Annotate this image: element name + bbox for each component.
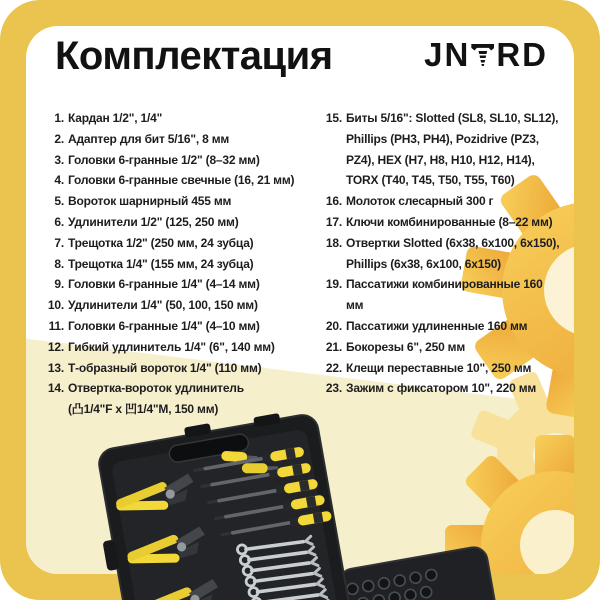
item-text: Адаптер для бит 5/16", 8 мм xyxy=(68,131,230,146)
item-number: 23. xyxy=(325,381,342,396)
list-item-line xyxy=(316,108,559,129)
list-item-line xyxy=(316,378,559,399)
item-text: Головки 6-гранные 1/4" (4–10 мм) xyxy=(68,318,260,333)
item-number: 5. xyxy=(54,194,64,209)
brand-letters-right: RD xyxy=(496,36,548,73)
list-item-line xyxy=(38,378,294,399)
item-text: Зажим с фиксатором 10", 220 мм xyxy=(346,381,537,396)
list-item-line xyxy=(38,170,294,191)
item-text: Отвертки Slotted (6x38, 6x100, 6x150), xyxy=(346,235,560,250)
item-text: Phillips (PH3, PH4), Pozidrive (PZ3, xyxy=(346,131,539,146)
list-item-line xyxy=(38,191,294,212)
item-text: PZ4), HEX (H7, H8, H10, H12, H14), xyxy=(346,152,535,167)
item-number: 14. xyxy=(47,381,64,396)
list-item-line xyxy=(316,274,559,295)
item-text: Головки 6-гранные 1/4" (4–14 мм) xyxy=(68,277,260,292)
item-text: Удлинители 1/4" (50, 100, 150 мм) xyxy=(68,298,258,313)
list-item-line xyxy=(316,150,559,171)
item-text: Головки 6-гранные 1/2" (8–32 мм) xyxy=(68,152,260,167)
list-item-line xyxy=(316,212,559,233)
item-text: Т-образный вороток 1/4" (110 мм) xyxy=(68,360,262,375)
page-title: Комплектация xyxy=(55,34,333,78)
tool-case-photo xyxy=(86,402,506,600)
item-text: Удлинители 1/2" (125, 250 мм) xyxy=(68,214,239,229)
item-number: 20. xyxy=(325,318,342,333)
item-number: 4. xyxy=(54,173,64,188)
list-item-line xyxy=(38,358,294,379)
list-item-line xyxy=(38,274,294,295)
item-number: 18. xyxy=(325,235,342,250)
list-item-line xyxy=(316,337,559,358)
list-item-line xyxy=(316,295,559,316)
list-item-line xyxy=(38,212,294,233)
item-number: 10. xyxy=(47,298,64,313)
list-item-line xyxy=(38,254,294,275)
item-number: 1. xyxy=(54,111,64,125)
list-item-line xyxy=(316,358,559,379)
item-number: 21. xyxy=(325,339,342,354)
item-number: 11. xyxy=(48,318,64,333)
list-item-line xyxy=(316,233,559,254)
list-item-line xyxy=(316,316,559,337)
item-text: TORX (T40, T45, T50, T55, T60) xyxy=(346,173,515,188)
item-text: Кардан 1/2", 1/4" xyxy=(68,111,163,125)
item-text: Ключи комбинированные (8–22 мм) xyxy=(346,214,553,229)
screw-t-icon xyxy=(471,42,494,68)
item-text: Молоток слесарный 300 г xyxy=(346,194,494,209)
item-text: Биты 5/16": Slotted (SL8, SL10, SL12), xyxy=(346,111,559,125)
list-item-line xyxy=(38,295,294,316)
item-number: 19. xyxy=(325,277,342,292)
list-item-line xyxy=(316,129,559,150)
item-text: Трещотка 1/4" (155 мм, 24 зубца) xyxy=(68,256,254,271)
brand-logo xyxy=(424,36,548,73)
item-number: 9. xyxy=(54,277,64,292)
item-number: 17. xyxy=(325,214,342,229)
item-number: 16. xyxy=(325,194,342,209)
list-item-line xyxy=(38,108,294,129)
item-number: 15. xyxy=(325,111,342,125)
item-text: Пассатижи удлиненные 160 мм xyxy=(346,318,528,333)
list-item-line xyxy=(316,170,559,191)
item-number: 6. xyxy=(54,214,64,229)
item-text: Бокорезы 6", 250 мм xyxy=(346,339,466,354)
list-item-line xyxy=(38,233,294,254)
list-item-line xyxy=(316,191,559,212)
item-number: 12. xyxy=(47,339,64,354)
item-number: 7. xyxy=(54,235,64,250)
item-text: Гибкий удлинитель 1/4" (6", 140 мм) xyxy=(68,339,275,354)
list-item-line xyxy=(38,129,294,150)
parts-list-right xyxy=(316,108,559,399)
item-text: Отвертка-вороток удлинитель xyxy=(68,381,244,396)
item-text: мм xyxy=(346,298,364,313)
item-text: Phillips (6x38, 6x100, 6x150) xyxy=(346,256,501,271)
item-number: 13. xyxy=(47,360,64,375)
item-text: Головки 6-гранные свечные (16, 21 мм) xyxy=(68,173,295,188)
item-number: 22. xyxy=(325,360,342,375)
parts-list-left xyxy=(38,108,294,420)
item-number: 2. xyxy=(54,131,64,146)
item-text: Пассатижи комбинированные 160 xyxy=(346,277,543,292)
list-item-line xyxy=(38,337,294,358)
item-number: 8. xyxy=(54,256,64,271)
item-text: (凸1/4"F x 凹1/4"M, 150 мм) xyxy=(68,402,219,417)
item-text: Трещотка 1/2" (250 мм, 24 зубца) xyxy=(68,235,254,250)
list-item-line xyxy=(38,316,294,337)
list-item-line xyxy=(38,150,294,171)
item-text: Клещи переставные 10", 250 мм xyxy=(346,360,532,375)
list-item-line xyxy=(316,254,559,275)
brand-letters-left: JN xyxy=(424,36,471,73)
item-number: 3. xyxy=(54,152,64,167)
item-text: Вороток шарнирный 455 мм xyxy=(68,194,232,209)
